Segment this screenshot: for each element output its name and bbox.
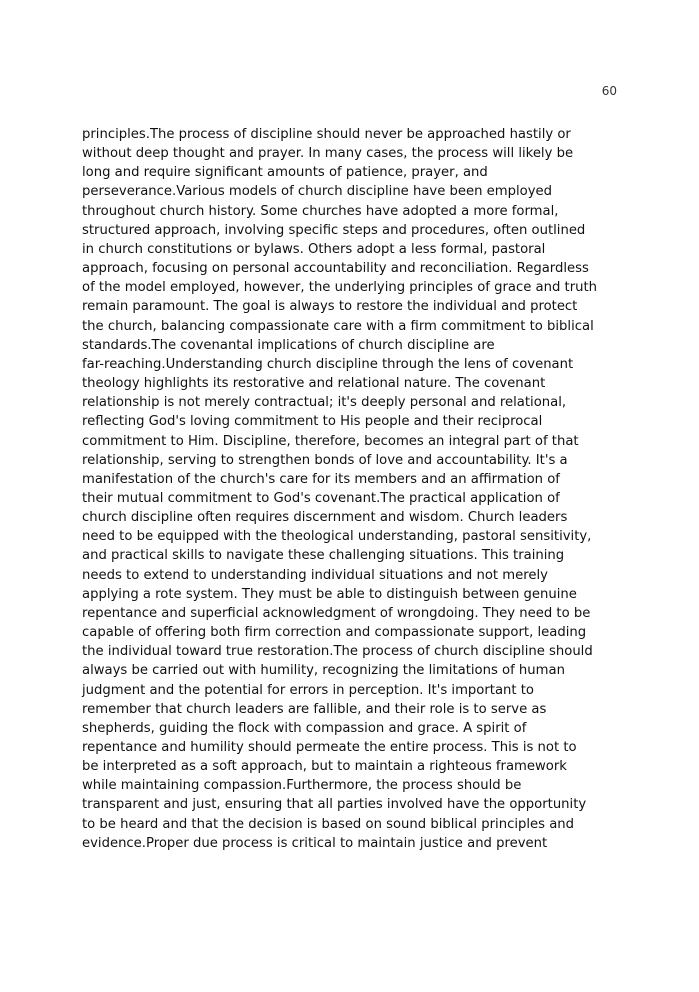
text-line: standards.The covenantal implications of church discipline are: [82, 337, 495, 353]
text-line: and practical skills to navigate these challenging situations. This training: [82, 548, 565, 564]
text-line: their mutual commitment to God's covenant.The practical application of: [82, 490, 560, 506]
page-number: 60: [601, 84, 617, 98]
text-line: throughout church history. Some churches have adopted a more formal,: [82, 203, 559, 219]
text-line: manifestation of the church's care for its members and an affirmation of: [82, 471, 560, 487]
text-line: relationship is not merely contractual; it's deeply personal and relational,: [82, 395, 567, 411]
text-line: perseverance.Various models of church discipline have been employed: [82, 184, 553, 200]
body-text: [82, 125, 622, 853]
text-line: far-reaching.Understanding church discipline through the lens of covenant: [82, 356, 574, 372]
text-line: remain paramount. The goal is always to restore the individual and protect: [82, 299, 578, 315]
text-line: transparent and just, ensuring that all parties involved have the opportunity: [82, 797, 587, 813]
text-line: judgment and the potential for errors in perception. It's important to: [82, 682, 534, 698]
text-line: need to be equipped with the theological understanding, pastoral sensitivity,: [82, 529, 592, 545]
text-line: church discipline often requires discernment and wisdom. Church leaders: [82, 510, 568, 526]
text-line: to be heard and that the decision is based on sound biblical principles and: [82, 816, 575, 832]
text-line: applying a rote system. They must be able to distinguish between genuine: [82, 586, 577, 602]
text-line: without deep thought and prayer. In many cases, the process will likely be: [82, 146, 574, 162]
text-line: reflecting God's loving commitment to His people and their reciprocal: [82, 414, 543, 430]
text-line: shepherds, guiding the flock with compassion and grace. A spirit of: [82, 720, 527, 736]
text-line: relationship, serving to strengthen bonds of love and accountability. It's a: [82, 452, 568, 468]
text-line: the church, balancing compassionate care with a firm commitment to biblical: [82, 318, 594, 334]
text-line: repentance and humility should permeate the entire process. This is not to: [82, 740, 577, 755]
text-line: while maintaining compassion.Furthermore, the process should be: [82, 778, 522, 794]
text-line: theology highlights its restorative and relational nature. The covenant: [82, 376, 546, 392]
text-line: always be carried out with humility, recognizing the limitations of human: [82, 663, 565, 679]
text-line: repentance and superficial acknowledgment of wrongdoing. They need to be: [82, 605, 591, 621]
text-line: of the model employed, however, the underlying principles of grace and truth: [82, 280, 598, 296]
text-line: commitment to Him. Discipline, therefore, becomes an integral part of that: [82, 433, 579, 449]
text-line: needs to extend to understanding individual situations and not merely: [82, 567, 548, 583]
text-line: principles.The process of discipline should never be approached hastily or: [82, 127, 571, 142]
text-line: structured approach, involving specific steps and procedures, often outlined: [82, 222, 586, 238]
text-line: capable of offering both firm correction and compassionate support, leading: [82, 625, 587, 641]
text-line: remember that church leaders are fallible, and their role is to serve as: [82, 701, 547, 717]
text-line: the individual toward true restoration.The process of church discipline should: [82, 644, 593, 660]
text-line: be interpreted as a soft approach, but to maintain a righteous framework: [82, 759, 567, 775]
text-line: long and require significant amounts of patience, prayer, and: [82, 165, 488, 181]
text-line: evidence.Proper due process is critical to maintain justice and prevent: [82, 835, 548, 851]
text-line: approach, focusing on personal accountability and reconciliation. Regardless: [82, 261, 589, 277]
text-line: in church constitutions or bylaws. Others adopt a less formal, pastoral: [82, 241, 546, 257]
